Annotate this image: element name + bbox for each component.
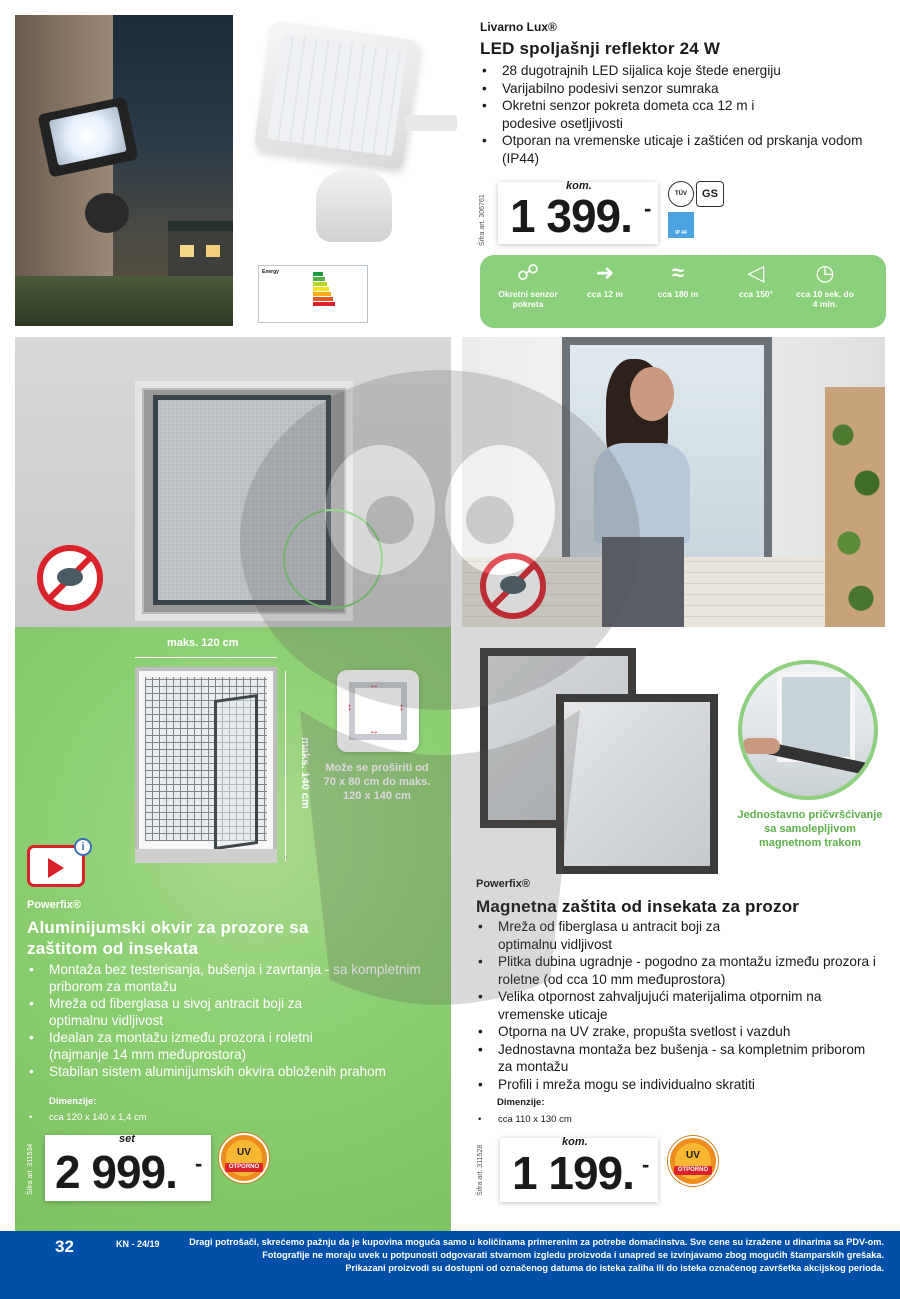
list-item: • Otporan na vremenske uticaje i zaštićen od prskanja vodom (IP44)	[480, 132, 880, 167]
price-suffix: -	[642, 1152, 650, 1177]
magnetic-price-box	[500, 1138, 658, 1202]
reflector-outdoor-photo	[15, 15, 233, 326]
price-unit: set	[119, 1133, 135, 1145]
feature-label: cca 12 m	[587, 289, 623, 299]
magnetic-screen-photo	[462, 337, 885, 627]
reflector-feature-band	[480, 255, 886, 328]
reflector-product-image	[254, 20, 421, 170]
height-dimension-line	[285, 671, 286, 861]
feature-label: cca 180 m	[657, 289, 699, 299]
magnetic-screen-front	[556, 694, 718, 874]
magnetic-sifra: Šifra art. 311528	[477, 1144, 484, 1196]
angle-icon: ◁	[747, 260, 765, 285]
feature-label: cca 150°	[738, 289, 774, 299]
wifi-wave-icon: ≈	[671, 260, 685, 285]
timer-icon: ◷	[815, 260, 835, 285]
list-item: • Otporna na UV zrake, propušta svetlost i vazduh	[476, 1023, 876, 1041]
list-item: • Montaža bez testerisanja, bušenja i zavrtanja - sa kompletnim priborom za montažu	[27, 961, 437, 995]
energy-bars	[313, 272, 335, 307]
woman-pants	[602, 537, 684, 627]
price-suffix: -	[195, 1151, 203, 1176]
price-value: 1 199.	[512, 1147, 634, 1199]
price-suffix: -	[644, 196, 652, 221]
uv-label: UV	[237, 1147, 251, 1158]
feature-wifi	[648, 261, 708, 299]
aluminum-features	[27, 961, 437, 1080]
reflector-sifra: Šifra art. 306761	[479, 194, 486, 246]
list-item: • Velika otpornost zahvaljujući materijalima otpornim na vremenske uticaje	[476, 988, 876, 1023]
aluminum-brand: Powerfix®	[27, 899, 81, 911]
corner-expansion-card	[337, 670, 419, 752]
reflector-brand: Livarno Lux®	[480, 20, 557, 34]
page-number: 32	[55, 1237, 74, 1256]
uv-otporno-label: OTPORNO	[674, 1166, 712, 1175]
list-item: • Okretni senzor pokreta dometa cca 12 m i podesive osetljivosti	[480, 97, 780, 132]
aluminum-price-box	[45, 1135, 211, 1201]
magnetic-title: Magnetna zaštita od insekata za prozor	[476, 897, 800, 916]
price-value: 2 999.	[55, 1146, 177, 1198]
list-item: • Varijabilno podesivi senzor sumraka	[480, 80, 880, 98]
no-mosquito-icon	[480, 553, 546, 619]
list-item: • Mreža od fiberglasa u sivoj antracit boji za optimalnu vidljivost	[27, 995, 347, 1029]
feature-timer	[794, 261, 856, 309]
reflector-title: LED spoljašnji reflektor 24 W	[480, 39, 721, 58]
house-background	[168, 221, 233, 276]
tuv-cert-badge	[668, 181, 694, 207]
info-icon[interactable]: i	[74, 838, 92, 856]
disclaimer-line: Fotografije ne moraju uvek u potpunosti odgovarati stvarnom izgledu proizvoda i unapred se izvinjavamo zbog mogućih štamparskih grešaka.	[262, 1250, 884, 1260]
lawn	[15, 276, 233, 326]
magnetic-brand: Powerfix®	[476, 878, 530, 890]
expand-arrow-icon: ↔	[369, 726, 379, 737]
catalog-code: KN - 24/19	[116, 1239, 160, 1249]
list-item: • cca 110 x 130 cm	[476, 1113, 572, 1126]
page-footer	[0, 1231, 900, 1299]
ip44-label: IP 44	[675, 230, 687, 236]
range-arrow-icon: ➜	[595, 260, 615, 285]
price-unit: kom.	[562, 1136, 588, 1148]
feature-label: cca 10 sek. do 4 min.	[796, 289, 854, 309]
video-icon[interactable]	[27, 841, 85, 887]
list-item: • Mreža od fiberglasa u antracit boji za optimalnu vidljivost	[476, 918, 776, 953]
aluminum-window-photo	[15, 337, 451, 627]
feature-label: Okretni senzor pokreta	[498, 289, 558, 309]
aluminum-sifra: Šifra art. 311534	[27, 1143, 34, 1195]
aluminum-dim-title: Dimenzije:	[49, 1096, 97, 1107]
uv-resistant-badge	[668, 1136, 718, 1186]
disclaimer-line: Prikazani proizvodi su dostupni od označenog datuma do isteka zaliha ili do isteka označenog završetka akcijskog perioda.	[345, 1263, 884, 1273]
energy-label	[258, 265, 368, 323]
rotating-sensor-icon: ☍	[516, 260, 540, 285]
expand-arrow-icon: ↕	[347, 702, 352, 713]
lamp-sensor	[85, 193, 129, 233]
aluminum-dims	[27, 1111, 147, 1124]
feature-rotating-sensor	[486, 261, 570, 309]
ip44-badge	[668, 212, 694, 238]
list-item: • cca 120 x 140 x 1,4 cm	[27, 1111, 147, 1124]
height-dimension-label: maks. 140 cm	[298, 737, 311, 809]
list-item: • Profili i mreža mogu se individualno skratiti	[476, 1076, 876, 1094]
list-item: • Plitka dubina ugradnje - pogodno za montažu između prozora i roletne (od cca 10 mm međuprostora)	[476, 953, 876, 988]
zoom-circle	[283, 509, 383, 609]
magnetic-dim-title: Dimenzije:	[497, 1097, 545, 1108]
reflector-price-box	[498, 182, 658, 244]
aluminum-frame-panel	[15, 627, 451, 1231]
expand-text: Može se proširiti od 70 x 80 cm do maks. 120 x 140 cm	[323, 762, 431, 802]
expand-arrow-icon: ↔	[369, 680, 379, 691]
woman-shirt	[594, 443, 690, 543]
woman-face	[630, 367, 674, 421]
width-dimension-label: maks. 120 cm	[167, 637, 239, 649]
aluminum-title: Aluminijumski okvir za prozore sa zaštitom od insekata	[27, 918, 309, 958]
list-item: • Stabilan sistem aluminijumskih okvira obloženih prahom	[27, 1063, 437, 1080]
no-mosquito-icon	[37, 545, 103, 611]
list-item: • 28 dugotrajnih LED sijalica koje štede energiju	[480, 62, 880, 80]
tuv-label: TÜV	[675, 191, 687, 197]
aluminum-frame-image	[135, 667, 277, 863]
list-item: • Idealan za montažu između prozora i roletni (najmanje 14 mm međuprostora)	[27, 1029, 367, 1063]
gs-label: GS	[702, 188, 718, 200]
feature-range	[576, 261, 634, 299]
magnetic-strip-detail	[738, 660, 878, 800]
magnetic-caption: Jednostavno pričvršćivanje sa samolepljivom magnetnom trakom	[737, 809, 883, 849]
price-unit: kom.	[566, 180, 592, 192]
uv-resistant-badge	[219, 1133, 269, 1183]
footer-disclaimer	[174, 1236, 884, 1275]
play-icon	[48, 858, 64, 878]
reflector-bracket	[405, 115, 457, 131]
ivy-trellis	[825, 387, 885, 627]
expand-arrow-icon: ↕	[399, 702, 404, 713]
feature-angle	[726, 261, 786, 299]
uv-otporno-label: OTPORNO	[225, 1163, 263, 1172]
list-item: • Jednostavna montaža bez bušenja - sa kompletnim priborom za montažu	[476, 1041, 876, 1076]
magnetic-features	[476, 918, 876, 1093]
gs-cert-badge	[696, 181, 724, 207]
energy-label-title: Energy	[262, 269, 279, 275]
reflector-features	[480, 62, 880, 167]
uv-label: UV	[686, 1150, 700, 1161]
disclaimer-line: Dragi potrošači, skrećemo pažnju da je kupovina moguća samo u količinama primerenim za potrebe domaćinstva. Sve cene su izražene u dinarima sa PDV-om.	[189, 1237, 884, 1247]
magnetic-dims	[476, 1113, 572, 1126]
width-dimension-line	[135, 657, 277, 658]
reflector-motion-sensor	[316, 170, 392, 242]
price-value: 1 399.	[510, 190, 632, 242]
